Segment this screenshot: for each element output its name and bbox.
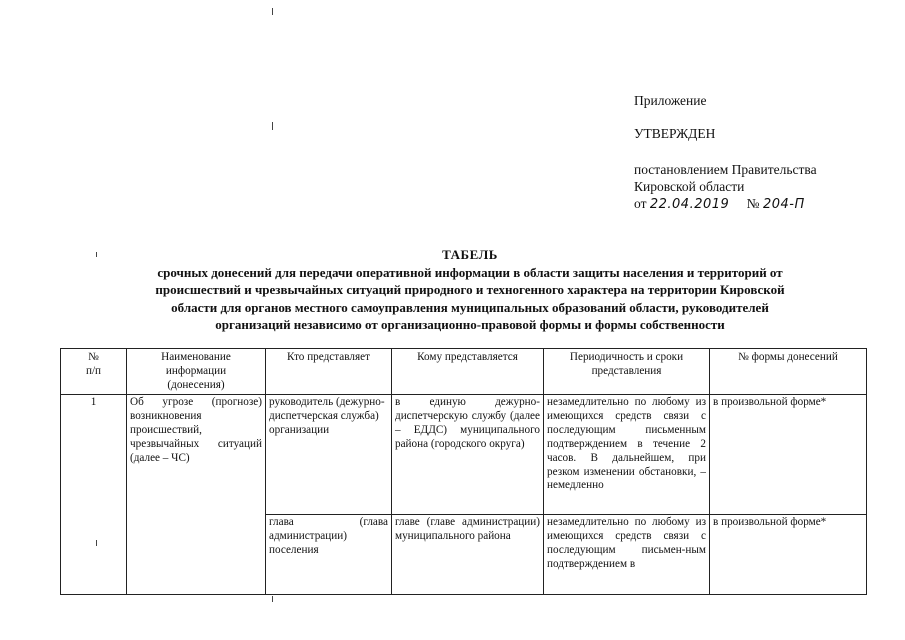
header-text: п/п [85,364,102,377]
header-text: Периодичность и сроки [569,351,684,363]
header-text: Кому представляется [417,351,518,363]
cell-form: в произвольной форме* [710,395,867,515]
cell-period: незамедлительно по любому из имеющихся средств связи с последующим письменным подтверждением в течение 2 часов. В дальнейшем, при резком изменении обстановки, – немедленно [544,395,710,515]
cell-to-whom: в единую дежурно-диспетчерскую службу (далее – ЕДДС) муниципального района (городского округа) [392,395,544,515]
header-text: представления [591,364,662,377]
cell-num: 1 [61,395,127,595]
scan-mark [272,8,273,15]
scan-mark [272,122,273,130]
scan-mark [272,596,273,602]
number-prefix: № [746,196,760,211]
title-line: срочных донесений для передачи оперативной информации в области защиты населения и территорий от [157,264,783,280]
decree-line: постановлением Правительства [634,162,817,177]
header-text: информации [165,364,227,377]
handwritten-date: 22.04.2019 [649,197,730,212]
approval-block [634,92,817,213]
cell-form: в произвольной форме* [710,515,867,595]
cell-to-whom: главе (главе администрации) муниципального района [392,515,544,595]
decree-date-line [634,195,817,213]
title-line: организаций независимо от организационно-правовой формы и формы собственности [215,317,725,332]
cell-who: глава (глава администрации) поселения [266,515,392,595]
report-table [60,348,867,595]
header-who [266,349,392,395]
table-header-row [61,349,867,395]
cell-who: руководитель (дежурно-диспетчерская служба) организации [266,395,392,515]
header-to-whom [392,349,544,395]
header-text: Наименование [161,351,231,363]
header-text: Кто представляет [287,351,370,363]
cell-name: Об угрозе (прогнозе) возникновения происшествий, чрезвычайных ситуаций (далее – ЧС) [127,395,266,595]
header-num [61,349,127,395]
table-row [61,395,867,515]
header-period [544,349,710,395]
header-text: № формы донесений [738,351,838,363]
header-form [710,349,867,395]
decree-line: Кировской области [634,179,745,194]
header-text: (донесения) [167,378,225,391]
header-text: № [88,351,99,363]
appendix-label: Приложение [634,93,707,108]
cell-period: незамедлительно по любому из имеющихся средств связи с последующим письмен-ным подтверждением в [544,515,710,595]
title-line: области для органов местного самоуправления муниципальных образований области, руководителей [171,299,769,315]
handwritten-number: 204-П [762,197,805,212]
date-prefix: от [634,196,647,211]
title-line: происшествий и чрезвычайных ситуаций природного и техногенного характера на территории Кировской [155,282,785,297]
document-title [70,246,870,334]
header-name [127,349,266,395]
approved-label: УТВЕРЖДЕН [634,126,716,141]
title-heading: ТАБЕЛЬ [442,247,498,262]
